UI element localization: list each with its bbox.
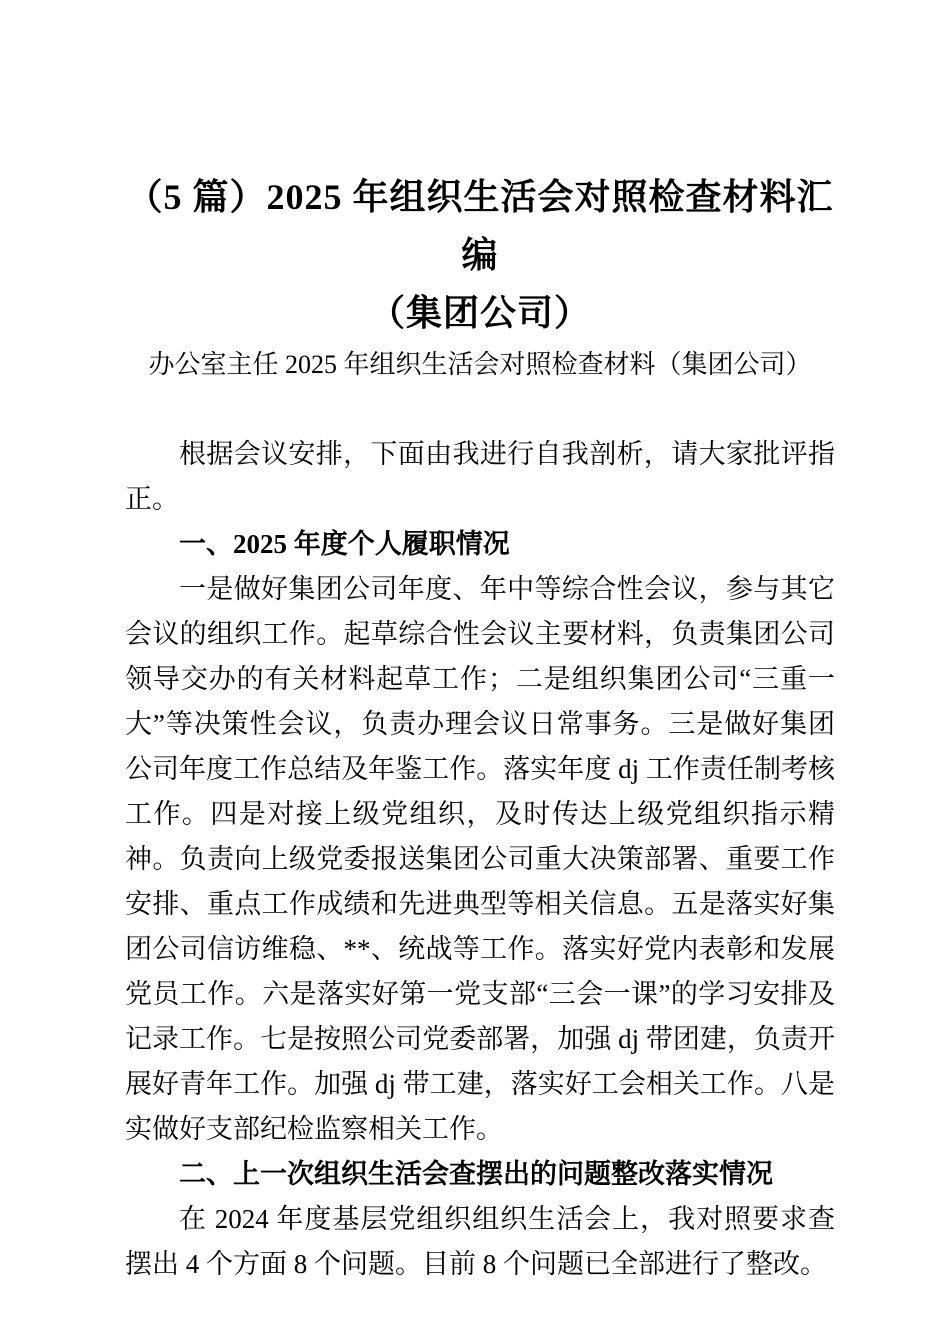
section-2-paragraph: 在 2024 年度基层党组织组织生活会上，我对照要求查摆出 4 个方面 8 个问题。目前 8 个问题已全部进行了整改。 — [125, 1204, 835, 1279]
section-1-heading: 一、2025 年度个人履职情况 — [179, 529, 510, 559]
section-1-paragraph: 一是做好集团公司年度、年中等综合性会议，参与其它会议的组织工作。起草综合性会议主要材料，负责集团公司领导交办的有关材料起草工作；二是组织集团公司“三重一大”等决策性会议，负责办理会议日常事务。三是做好集团公司年度工作总结及年鉴工作。落实年度 dj 工作责任制考核工作。四是对接上级党组织，及时传达上级党组织指示精神。负责向上级党委报送集团公司重大决策部署、重要工作安排、重点工作成绩和先进典型等相关信息。五是落实好集团公司信访维稳、**、统战等工作。落实好党内表彰和发展党员工作。六是落实好第一党支部“三会一课”的学习安排及记录工作。七是按照公司党委部署，加强 dj 带团建，负责开展好青年工作。加强 dj 带工建，落实好工会相关工作。八是实做好支部纪检监察相关工作。 — [125, 574, 835, 1144]
section-2-heading: 二、上一次组织生活会查摆出的问题整改落实情况 — [179, 1159, 773, 1189]
intro-paragraph: 根据会议安排，下面由我进行自我剖析，请大家批评指正。 — [125, 439, 835, 514]
document-title-line-1: （5 篇）2025 年组织生活会对照检查材料汇编 — [126, 177, 834, 275]
document-title — [125, 168, 835, 342]
document-title-line-2: （集团公司） — [368, 293, 591, 333]
document-subtitle: 办公室主任 2025 年组织生活会对照检查材料（集团公司） — [148, 350, 812, 379]
